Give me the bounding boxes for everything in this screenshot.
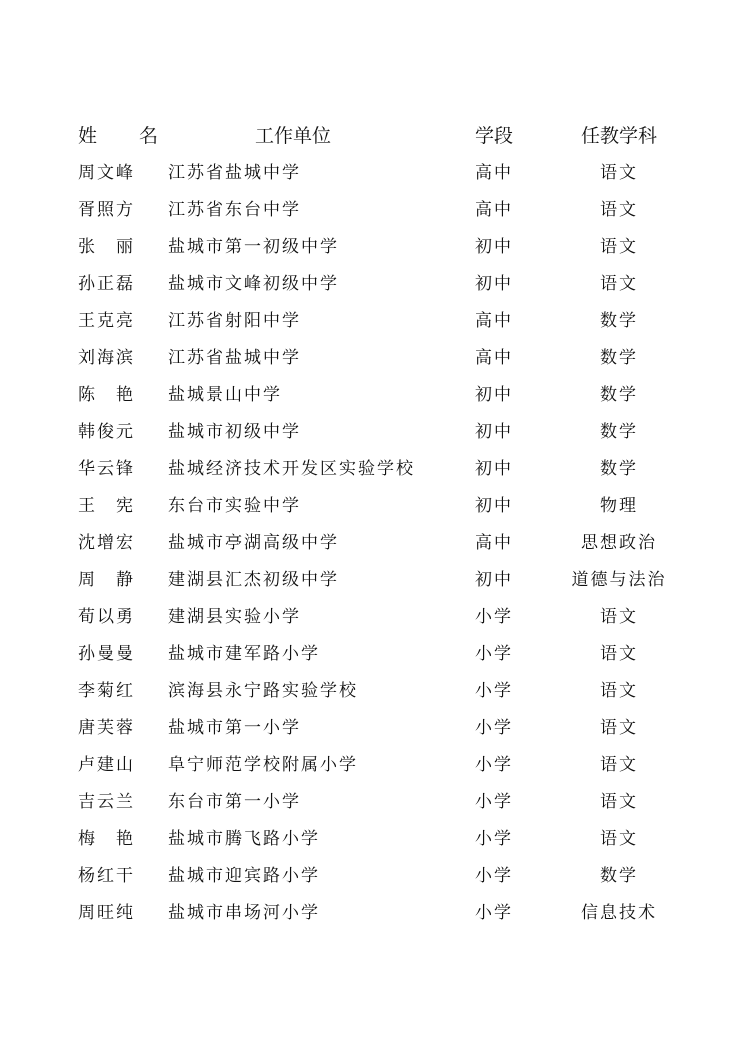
cell-name: 荀以勇 — [78, 607, 135, 627]
cell-subject: 语文 — [600, 644, 638, 664]
cell-name: 刘海滨 — [78, 348, 135, 368]
table-row — [0, 599, 750, 636]
cell-stage: 小学 — [475, 644, 513, 664]
cell-subject: 数学 — [600, 311, 638, 331]
cell-stage: 高中 — [475, 200, 513, 220]
cell-unit: 盐城市腾飞路小学 — [168, 829, 320, 849]
cell-subject: 语文 — [600, 718, 638, 738]
cell-subject: 信息技术 — [581, 903, 657, 923]
cell-name: 韩俊元 — [78, 422, 135, 442]
cell-subject: 语文 — [600, 681, 638, 701]
cell-stage: 小学 — [475, 903, 513, 923]
cell-subject: 数学 — [600, 422, 638, 442]
cell-unit: 盐城市迎宾路小学 — [168, 866, 320, 886]
cell-name: 卢建山 — [78, 755, 135, 775]
cell-unit: 盐城市第一初级中学 — [168, 237, 339, 257]
cell-stage: 小学 — [475, 792, 513, 812]
cell-stage: 高中 — [475, 533, 513, 553]
cell-unit: 盐城市串场河小学 — [168, 903, 320, 923]
cell-subject: 语文 — [600, 237, 638, 257]
cell-unit: 江苏省射阳中学 — [168, 311, 301, 331]
cell-unit: 盐城景山中学 — [168, 385, 282, 405]
header-stage: 学段 — [475, 125, 514, 147]
header-subject: 任教学科 — [580, 125, 657, 147]
cell-name: 孙正磊 — [78, 274, 135, 294]
table-row — [0, 229, 750, 266]
cell-stage: 高中 — [475, 311, 513, 331]
cell-unit: 建湖县实验小学 — [168, 607, 301, 627]
table-row — [0, 858, 750, 895]
cell-unit: 江苏省盐城中学 — [168, 348, 301, 368]
cell-unit: 盐城市建军路小学 — [168, 644, 320, 664]
cell-name: 王克亮 — [78, 311, 135, 331]
cell-name: 梅 艳 — [78, 829, 135, 849]
cell-subject: 思想政治 — [581, 533, 657, 553]
table-row — [0, 192, 750, 229]
cell-stage: 初中 — [475, 459, 513, 479]
table-row — [0, 562, 750, 599]
cell-unit: 东台市第一小学 — [168, 792, 301, 812]
table-row — [0, 488, 750, 525]
cell-stage: 初中 — [475, 274, 513, 294]
cell-subject: 数学 — [600, 385, 638, 405]
header-unit: 工作单位 — [254, 125, 331, 147]
cell-unit: 江苏省盐城中学 — [168, 163, 301, 183]
cell-name: 周 静 — [78, 570, 135, 590]
cell-unit: 盐城市第一小学 — [168, 718, 301, 738]
table-row — [0, 747, 750, 784]
cell-subject: 语文 — [600, 829, 638, 849]
table-header-row — [0, 118, 750, 155]
cell-stage: 初中 — [475, 570, 513, 590]
cell-unit: 建湖县汇杰初级中学 — [168, 570, 339, 590]
table-row — [0, 451, 750, 488]
cell-subject: 数学 — [600, 866, 638, 886]
cell-subject: 物理 — [600, 496, 638, 516]
table-row — [0, 155, 750, 192]
table-row — [0, 784, 750, 821]
cell-subject: 道德与法治 — [571, 570, 667, 590]
cell-stage: 初中 — [475, 237, 513, 257]
cell-name: 周文峰 — [78, 163, 135, 183]
table-row — [0, 414, 750, 451]
cell-unit: 东台市实验中学 — [168, 496, 301, 516]
cell-subject: 语文 — [600, 607, 638, 627]
cell-subject: 语文 — [600, 274, 638, 294]
cell-name: 沈增宏 — [78, 533, 135, 553]
cell-stage: 小学 — [475, 755, 513, 775]
cell-stage: 高中 — [475, 348, 513, 368]
cell-name: 胥照方 — [78, 200, 135, 220]
table-row — [0, 636, 750, 673]
table-row — [0, 821, 750, 858]
cell-name: 李菊红 — [78, 681, 135, 701]
cell-name: 王 宪 — [78, 496, 135, 516]
cell-unit: 盐城市亭湖高级中学 — [168, 533, 339, 553]
cell-name: 周旺纯 — [78, 903, 135, 923]
table-row — [0, 710, 750, 747]
cell-stage: 初中 — [475, 422, 513, 442]
cell-name: 华云锋 — [78, 459, 135, 479]
table-row — [0, 266, 750, 303]
table-row — [0, 673, 750, 710]
cell-name: 张 丽 — [78, 237, 135, 257]
cell-unit: 盐城市文峰初级中学 — [168, 274, 339, 294]
cell-subject: 语文 — [600, 200, 638, 220]
cell-subject: 语文 — [600, 163, 638, 183]
table-row — [0, 895, 750, 932]
cell-stage: 小学 — [475, 829, 513, 849]
teacher-list-table — [0, 118, 750, 932]
cell-name: 孙曼曼 — [78, 644, 135, 664]
cell-unit: 盐城经济技术开发区实验学校 — [168, 459, 415, 479]
table-row — [0, 340, 750, 377]
cell-stage: 小学 — [475, 607, 513, 627]
cell-name: 杨红干 — [78, 866, 135, 886]
cell-stage: 高中 — [475, 163, 513, 183]
cell-name: 吉云兰 — [78, 792, 135, 812]
cell-name: 陈 艳 — [78, 385, 135, 405]
cell-stage: 小学 — [475, 718, 513, 738]
cell-subject: 数学 — [600, 348, 638, 368]
cell-stage: 小学 — [475, 866, 513, 886]
cell-stage: 小学 — [475, 681, 513, 701]
cell-unit: 盐城市初级中学 — [168, 422, 301, 442]
header-name: 姓 名 — [78, 125, 177, 147]
cell-name: 唐芙蓉 — [78, 718, 135, 738]
cell-subject: 数学 — [600, 459, 638, 479]
cell-stage: 初中 — [475, 496, 513, 516]
cell-unit: 阜宁师范学校附属小学 — [168, 755, 358, 775]
table-row — [0, 377, 750, 414]
table-row — [0, 525, 750, 562]
table-row — [0, 303, 750, 340]
cell-subject: 语文 — [600, 792, 638, 812]
cell-stage: 初中 — [475, 385, 513, 405]
cell-subject: 语文 — [600, 755, 638, 775]
cell-unit: 江苏省东台中学 — [168, 200, 301, 220]
cell-unit: 滨海县永宁路实验学校 — [168, 681, 358, 701]
